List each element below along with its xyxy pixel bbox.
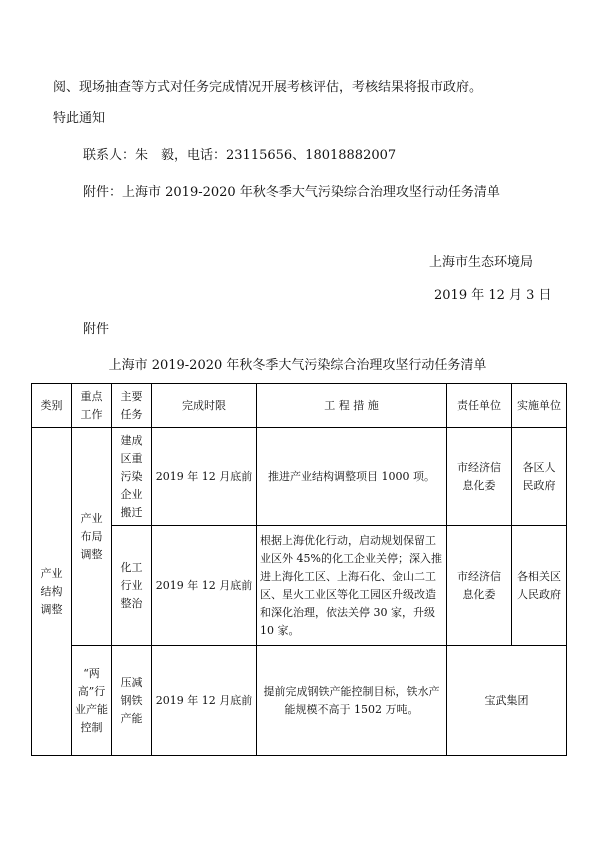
key-work-cell: “两高”行业产能控制 [72, 646, 112, 756]
deadline-cell: 2019 年 12 月底前 [152, 526, 257, 646]
intro-line-1: 阅、现场抽查等方式对任务完成情况开展考核评估，考核结果将报市政府。 [53, 80, 483, 95]
responsible-cell: 市经济信息化委 [447, 526, 512, 646]
table-title: 上海市 2019-2020 年秋冬季大气污染综合治理攻坚行动任务清单 [108, 358, 487, 373]
signature-org: 上海市生态环境局 [429, 255, 534, 270]
implementing-cell: 各区人民政府 [512, 428, 567, 526]
header-deadline: 完成时限 [152, 384, 257, 428]
signature-date: 2019 年 12 月 3 日 [434, 288, 552, 303]
task-cell: 压减钢铁产能 [112, 646, 152, 756]
header-implementing: 实施单位 [512, 384, 567, 428]
table-header-row [32, 384, 567, 428]
contact-line: 联系人：朱 毅，电话：23115656、18018882007 [83, 148, 397, 163]
category-cell: 产业结构调整 [32, 428, 72, 756]
implementing-cell: 各相关区人民政府 [512, 526, 567, 646]
key-work-cell: 产业布局调整 [72, 428, 112, 646]
task-cell: 建成区重污染企业搬迁 [112, 428, 152, 526]
measures-cell: 根据上海优化行动，启动规划保留工业区外 45%的化工企业关停；深入推进上海化工区、上海石化、金山二工区、星火工业区等化工园区升级改造和深化治理，依法关停 30 家，升级 10 家。 [257, 526, 447, 646]
measures-cell: 提前完成钢铁产能控制目标，铁水产能规模不高于 1502 万吨。 [257, 646, 447, 756]
task-table [31, 383, 567, 756]
responsible-cell: 市经济信息化委 [447, 428, 512, 526]
table-row [32, 526, 567, 646]
header-key-work: 重点工作 [72, 384, 112, 428]
deadline-cell: 2019 年 12 月底前 [152, 646, 257, 756]
attachment-label: 附件 [83, 322, 110, 337]
header-responsible: 责任单位 [447, 384, 512, 428]
task-cell: 化工行业整治 [112, 526, 152, 646]
header-measures: 工 程 措 施 [257, 384, 447, 428]
table-row [32, 428, 567, 526]
deadline-cell: 2019 年 12 月底前 [152, 428, 257, 526]
measures-cell: 推进产业结构调整项目 1000 项。 [257, 428, 447, 526]
responsible-implementing-cell: 宝武集团 [447, 646, 567, 756]
table-row [32, 646, 567, 756]
intro-line-2: 特此通知 [53, 111, 106, 126]
header-category: 类别 [32, 384, 72, 428]
header-main-task: 主要任务 [112, 384, 152, 428]
attachment-note: 附件：上海市 2019-2020 年秋冬季大气污染综合治理攻坚行动任务清单 [83, 185, 500, 200]
